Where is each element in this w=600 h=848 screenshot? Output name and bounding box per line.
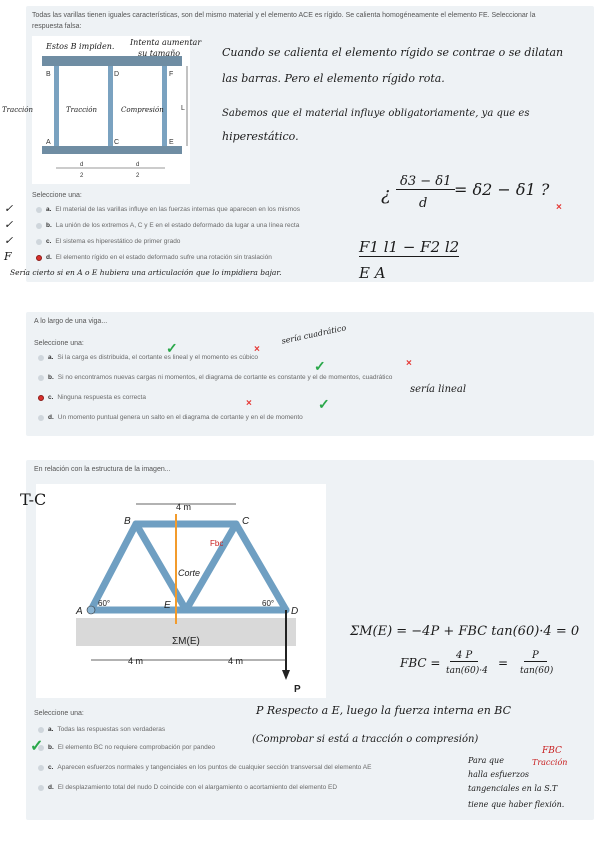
q1-option-a[interactable] xyxy=(36,206,300,213)
hw-mid-compresion: Compresión xyxy=(121,106,164,114)
q2-cross-cuadratico: × xyxy=(406,358,412,369)
rods-diagram xyxy=(32,36,190,184)
question-3-card xyxy=(20,460,594,820)
truss-label-p: P xyxy=(294,684,301,695)
hw-note-d: Sería cierto si en A o E hubiera una articulación que lo impidiera bajar. xyxy=(10,268,282,277)
q3-option-a[interactable] xyxy=(38,726,165,733)
truss-corte-note: Corte xyxy=(178,568,201,578)
q3-option-a-letter: a. xyxy=(48,726,54,733)
truss-dim-top: 4 m xyxy=(176,502,192,512)
question-1-figure xyxy=(32,36,190,184)
q2-radio-d[interactable] xyxy=(38,415,44,421)
hw-line-1: Cuando se calienta el elemento rígido se contrae o se dilatan xyxy=(222,46,564,59)
hw-eq-rhs: = δ2 − δ1 ? xyxy=(454,180,550,199)
q1-red-cross: × xyxy=(556,202,562,213)
q2-option-d[interactable] xyxy=(38,414,303,421)
hw-line-4: hiperestático. xyxy=(222,130,299,143)
q1-option-b-letter: b. xyxy=(46,222,52,229)
q3-option-a-text: Todas las respuestas son verdaderas xyxy=(57,726,166,733)
question-2-text: A lo largo de una viga... xyxy=(34,318,108,325)
q3-option-d-letter: d. xyxy=(48,784,54,791)
hw-respecto: P Respecto a E, luego la fuerza interna en BC xyxy=(256,704,512,717)
truss-label-e: E xyxy=(164,600,171,611)
hw-mark-c: ✓ xyxy=(4,234,14,247)
hw-estos-impiden: Estos B impiden. xyxy=(46,42,115,51)
q2-tick-momento-d: ✓ xyxy=(318,396,330,412)
hw-su-tamano: su tamaño xyxy=(138,49,181,58)
q2-option-b-text: Si no encontramos nuevas cargas ni momentos, el diagrama de cortante es constante y el de momentos, cuadrático xyxy=(57,374,393,381)
q3-radio-c[interactable] xyxy=(38,765,44,771)
q1-select-label: Seleccione una: xyxy=(32,192,82,199)
q1-option-d-text: El elemento rígido en el estado deformado sufre una rotación sin traslación xyxy=(55,254,272,261)
hw-mark-b: ✓ xyxy=(4,218,14,231)
fig1-dim-21: 2 xyxy=(80,173,84,179)
fig1-label-d: D xyxy=(114,71,120,78)
q3-tick-b: ✓ xyxy=(30,738,44,755)
hw-fbc-den2: tan(60) xyxy=(520,666,554,676)
hw-side-traccion: Tracción xyxy=(2,106,33,114)
hw-fbc-red: FBC xyxy=(542,746,562,756)
q3-option-d[interactable] xyxy=(38,784,337,791)
q2-option-c[interactable] xyxy=(38,394,146,401)
hw-mark-d: F xyxy=(4,250,12,263)
q3-option-b-letter: b. xyxy=(48,744,54,751)
hw-fbc-lhs: FBC = xyxy=(400,656,441,670)
q1-option-c[interactable] xyxy=(36,238,180,245)
truss-label-d: D xyxy=(291,606,299,617)
q1-option-b[interactable] xyxy=(36,222,299,229)
question-2-card xyxy=(26,312,594,436)
q1-option-a-text: El material de las varillas influye en las fuerzas internas que aparecen en los mismos xyxy=(55,206,301,213)
q1-option-d[interactable] xyxy=(36,254,272,261)
q1-radio-c[interactable] xyxy=(36,239,42,245)
truss-label-b: B xyxy=(124,516,131,527)
fig1-label-b: B xyxy=(46,71,51,78)
q2-radio-a[interactable] xyxy=(38,355,44,361)
q2-option-c-letter: c. xyxy=(48,394,54,401)
q2-cross-momento: × xyxy=(254,344,260,355)
fig1-label-a: A xyxy=(46,139,51,146)
hw-traccion-red: Tracción xyxy=(532,758,568,767)
hw-eq-num: δ3 − δ1 xyxy=(396,174,455,190)
question-3-text: En relación con la estructura de la imagen... xyxy=(34,466,171,473)
q3-option-b-text: El elemento BC no requiere comprobación por pandeo xyxy=(57,744,215,751)
q3-option-c-text: Aparecen esfuerzos normales y tangenciales en los puntos de cualquier sección transversal del elemento AE xyxy=(57,764,372,771)
truss-angle-right: 60° xyxy=(262,599,275,608)
hw-tc: T-C xyxy=(20,490,47,509)
q2-cross-cortante-d: × xyxy=(246,398,252,409)
q1-option-b-text: La unión de los extremos A, C y E en el estado deformado da lugar a una línea recta xyxy=(55,222,300,229)
truss-diagram xyxy=(36,484,326,698)
fig1-dim-22: 2 xyxy=(136,173,140,179)
hw-eq3: E A xyxy=(359,264,386,282)
hw-intenta-aumentar: Intenta aumentar xyxy=(130,38,202,47)
truss-angle-left: 60° xyxy=(98,599,111,608)
hw-fbc-den1: tan(60)·4 xyxy=(446,666,488,676)
fig1-label-c: C xyxy=(114,139,120,146)
q3-select-label: Seleccione una: xyxy=(34,710,84,717)
q2-option-a[interactable] xyxy=(38,354,258,361)
hw-fbc-num2: P xyxy=(524,650,547,662)
hw-seria-cuadratico: sería cuadrático xyxy=(280,323,347,346)
q1-option-c-letter: c. xyxy=(46,238,52,245)
q1-option-a-letter: a. xyxy=(46,206,52,213)
q2-option-a-text: Si la carga es distribuida, el cortante es lineal y el momento es cúbico xyxy=(57,354,258,361)
hw-seria-lineal: sería lineal xyxy=(410,384,467,395)
hw-comprobar: (Comprobar si está a tracción o compresión) xyxy=(252,734,479,745)
hw-fbc-num1: 4 P xyxy=(450,650,478,662)
truss-figure xyxy=(36,484,326,698)
hw-fbc-eq: = xyxy=(498,656,509,670)
fig1-dim-d2: d xyxy=(136,162,140,168)
q2-option-b-letter: b. xyxy=(48,374,54,381)
fig1-label-f: F xyxy=(169,71,174,78)
hw-sum-moment: ΣM(E) = −4P + FBC tan(60)·4 = 0 xyxy=(350,624,580,639)
q1-radio-a[interactable] xyxy=(36,207,42,213)
hw-mark-a: ✓ xyxy=(4,202,14,215)
q3-radio-a[interactable] xyxy=(38,727,44,733)
truss-dim-right: 4 m xyxy=(228,656,244,666)
hw-note-2: halla esfuerzos xyxy=(468,770,529,779)
q2-radio-c[interactable] xyxy=(38,395,44,401)
q2-tick-cortante: ✓ xyxy=(166,340,178,356)
q1-radio-d[interactable] xyxy=(36,255,42,261)
q3-radio-d[interactable] xyxy=(38,785,44,791)
q2-option-d-text: Un momento puntual genera un salto en el diagrama de cortante y en el de momento xyxy=(57,414,303,421)
hw-eq2: F1 l1 − F2 l2 xyxy=(359,238,460,256)
q1-option-d-letter: d. xyxy=(46,254,52,261)
q3-option-d-text: El desplazamiento total del nudo D coincide con el alargamiento o acortamiento del elemento ED xyxy=(57,784,338,791)
q1-option-c-text: El sistema es hiperestático de primer grado xyxy=(55,238,181,245)
hw-line-2: las barras. Pero el elemento rígido rota. xyxy=(222,72,445,85)
hw-mid-traccion: Tracción xyxy=(66,106,97,114)
q3-option-c[interactable] xyxy=(38,764,371,771)
question-1-text: Todas las varillas tienen iguales características, son del mismo material y el elemento ACE es rígido. Se calienta homogéneamente el elemento FE. Seleccionar la respuesta falsa: xyxy=(32,12,536,30)
q2-option-c-text: Ninguna respuesta es correcta xyxy=(57,394,146,401)
hw-eq-den: d xyxy=(419,196,428,211)
fig1-label-e: E xyxy=(169,139,174,146)
q1-radio-b[interactable] xyxy=(36,223,42,229)
truss-label-a: A xyxy=(76,606,83,617)
q2-select-label: Seleccione una: xyxy=(34,340,84,347)
q2-option-b[interactable] xyxy=(38,374,392,381)
q3-option-b[interactable] xyxy=(38,744,215,751)
hw-note-4: tiene que haber flexión. xyxy=(468,800,565,809)
question-1-card xyxy=(2,6,594,282)
truss-label-c: C xyxy=(242,516,250,527)
hw-note-1: Para que xyxy=(468,756,504,765)
truss-moment-note: ΣM(E) xyxy=(172,636,200,647)
hw-note-3: tangenciales en la S.T xyxy=(468,784,558,793)
q2-option-a-letter: a. xyxy=(48,354,54,361)
fig1-label-l: L xyxy=(181,105,185,112)
hw-eq-open: ¿ xyxy=(381,184,391,205)
q2-tick-constante: ✓ xyxy=(314,358,326,374)
hw-line-3: Sabemos que el material influye obligatoriamente, ya que es xyxy=(222,108,530,119)
q2-option-d-letter: d. xyxy=(48,414,54,421)
q3-option-c-letter: c. xyxy=(48,764,54,771)
fig1-dim-d1: d xyxy=(80,162,84,168)
truss-fbc-note: Fbc xyxy=(210,539,224,548)
truss-dim-left: 4 m xyxy=(128,656,144,666)
q2-radio-b[interactable] xyxy=(38,375,44,381)
